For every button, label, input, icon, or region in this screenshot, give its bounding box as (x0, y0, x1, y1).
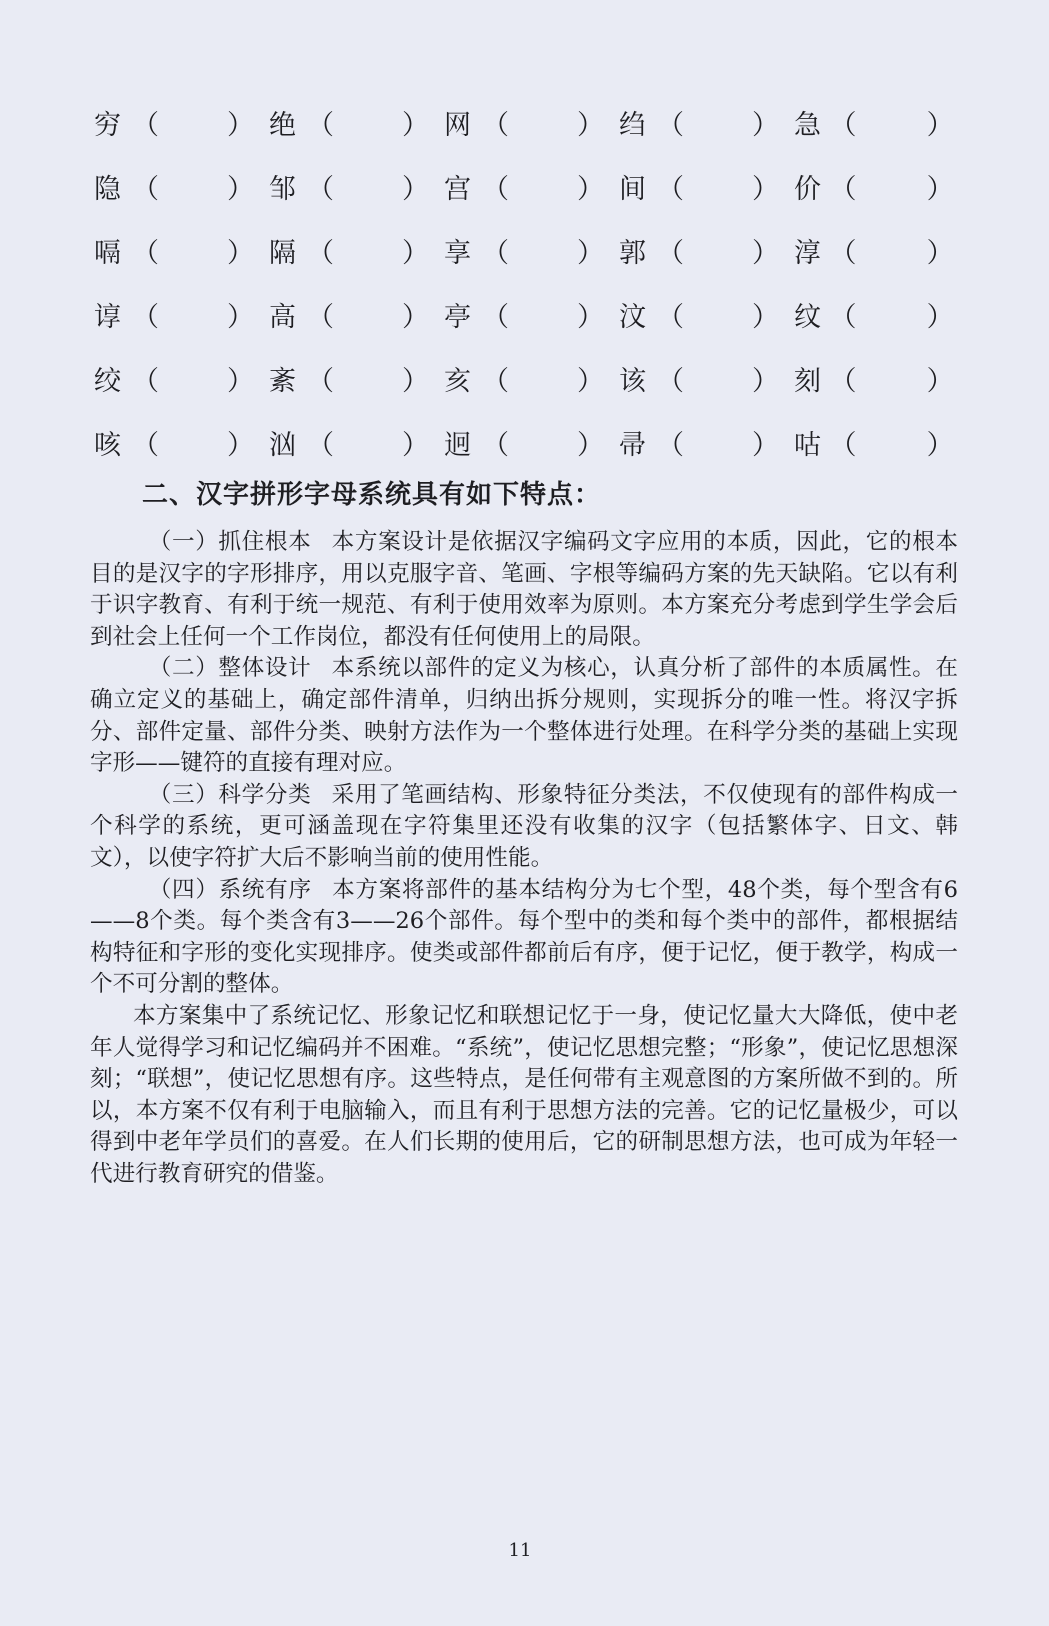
close-paren: ） (752, 301, 779, 333)
close-paren: ） (926, 173, 954, 205)
exercise-character: 刻 (794, 365, 821, 397)
exercise-character: 绉 (619, 109, 646, 141)
close-paren: ） (577, 301, 604, 333)
close-paren: ） (752, 365, 779, 397)
close-paren: ） (227, 365, 254, 397)
character-exercise-grid (94, 90, 966, 474)
exercise-character: 宫 (444, 173, 471, 205)
exercise-character: 亭 (444, 301, 471, 333)
close-paren: ） (402, 237, 429, 269)
exercise-character: 网 (444, 109, 471, 141)
open-paren: （ (482, 301, 509, 333)
exercise-character: 汶 (619, 301, 646, 333)
exercise-character: 该 (619, 365, 646, 397)
open-paren: （ (829, 173, 857, 205)
item-label: （四） (148, 876, 219, 903)
close-paren: ） (402, 109, 429, 141)
close-paren: ） (926, 429, 954, 461)
close-paren: ） (752, 237, 779, 269)
exercise-character: 谆 (94, 301, 121, 333)
open-paren: （ (482, 429, 509, 461)
open-paren: （ (307, 237, 334, 269)
exercise-character: 绞 (94, 365, 121, 397)
exercise-character: 邹 (269, 173, 296, 205)
close-paren: ） (402, 301, 429, 333)
open-paren: （ (132, 365, 159, 397)
item-text: 本方案设计是依据汉字编码文字应用的本质，因此，它的根本目的是汉字的字形排序，用以克服字音、笔画、字根等编码方案的先天缺陷。它以有利于识字教育、有利于统一规范、有利于使用效率为原则。本方案充分考虑到学生学会后到社会上任何一个工作岗位，都没有任何使用上的局限。 (90, 529, 959, 650)
exercise-cell (619, 167, 794, 206)
exercise-cell (619, 103, 794, 142)
close-paren: ） (752, 429, 779, 461)
close-paren: ） (577, 237, 604, 269)
exercise-character: 淳 (794, 237, 821, 269)
item-label: （二） (148, 655, 219, 682)
close-paren: ） (227, 237, 254, 269)
exercise-cell (269, 359, 444, 398)
close-paren: ） (926, 109, 954, 141)
exercise-cell (444, 167, 619, 206)
exercise-cell (444, 231, 619, 270)
feature-paragraph (90, 653, 958, 779)
close-paren: ） (577, 109, 604, 141)
item-title: 科学分类 (218, 781, 312, 808)
body-text (90, 527, 958, 1190)
exercise-character: 迥 (444, 429, 471, 461)
item-title: 系统有序 (218, 876, 312, 903)
open-paren: （ (482, 173, 509, 205)
exercise-cell (619, 359, 794, 398)
exercise-cell (619, 295, 794, 334)
exercise-character: 纹 (794, 301, 821, 333)
exercise-character: 汹 (269, 429, 296, 461)
open-paren: （ (657, 301, 684, 333)
open-paren: （ (307, 365, 334, 397)
exercise-cell (794, 103, 964, 142)
exercise-cell (794, 359, 964, 398)
open-paren: （ (482, 109, 509, 141)
close-paren: ） (402, 173, 429, 205)
exercise-cell (619, 423, 794, 462)
open-paren: （ (307, 109, 334, 141)
exercise-character: 高 (269, 301, 296, 333)
exercise-cell (444, 359, 619, 398)
exercise-cell (794, 295, 964, 334)
exercise-row (94, 346, 966, 410)
exercise-cell (619, 231, 794, 270)
exercise-cell (94, 295, 269, 334)
exercise-cell (444, 423, 619, 462)
item-label: （一） (148, 529, 219, 555)
close-paren: ） (577, 429, 604, 461)
exercise-row (94, 410, 966, 474)
close-paren: ） (227, 429, 254, 461)
open-paren: （ (657, 109, 684, 141)
exercise-cell (94, 359, 269, 398)
exercise-character: 亥 (444, 365, 471, 397)
exercise-cell (794, 231, 964, 270)
exercise-cell (444, 103, 619, 142)
exercise-row (94, 90, 966, 154)
exercise-cell (794, 167, 964, 206)
exercise-cell (269, 167, 444, 206)
exercise-character: 绝 (269, 109, 296, 141)
exercise-character: 紊 (269, 365, 296, 397)
exercise-row (94, 282, 966, 346)
open-paren: （ (829, 429, 857, 461)
open-paren: （ (829, 109, 857, 141)
exercise-cell (269, 423, 444, 462)
exercise-cell (94, 231, 269, 270)
item-title: 抓住根本 (218, 529, 312, 555)
exercise-cell (94, 103, 269, 142)
item-text: 本方案将部件的基本结构分为七个型，48个类，每个型含有6——8个类。每个类含有3——26个部件。每个型中的类和每个类中的部件，都根据结构特征和字形的变化实现排序。使类或部件都前后有序，便于记忆，便于教学，构成一个不可分割的整体。 (90, 876, 959, 998)
close-paren: ） (227, 173, 254, 205)
exercise-row (94, 154, 966, 218)
close-paren: ） (402, 429, 429, 461)
open-paren: （ (132, 237, 159, 269)
open-paren: （ (829, 237, 857, 269)
close-paren: ） (752, 109, 779, 141)
feature-paragraph (90, 875, 958, 1001)
open-paren: （ (132, 301, 159, 333)
item-text: 采用了笔画结构、形象特征分类法，不仅使现有的部件构成一个科学的系统，更可涵盖现在字符集里还没有收集的汉字（包括繁体字、日文、韩文），以使字符扩大后不影响当前的使用性能。 (90, 781, 959, 871)
close-paren: ） (227, 301, 254, 333)
open-paren: （ (657, 237, 684, 269)
close-paren: ） (926, 301, 954, 333)
close-paren: ） (752, 173, 779, 205)
close-paren: ） (577, 365, 604, 397)
closing-paragraph: 本方案集中了系统记忆、形象记忆和联想记忆于一身，使记忆量大大降低，使中老年人觉得学习和记忆编码并不困难。“系统”，使记忆思想完整；“形象”，使记忆思想深刻；“联想”，使记忆思想有序。这些特点，是任何带有主观意图的方案所做不到的。所以，本方案不仅有利于电脑输入，而且有利于思想方法的完善。它的记忆量极少，可以得到中老年学员们的喜爱。在人们长期的使用后，它的研制思想方法，也可成为年轻一代进行教育研究的借鉴。 (90, 1002, 958, 1187)
section-heading: 二、汉字拼形字母系统具有如下特点： (142, 480, 602, 510)
exercise-character: 咳 (94, 429, 121, 461)
exercise-character: 间 (619, 173, 646, 205)
open-paren: （ (829, 365, 857, 397)
exercise-character: 穷 (94, 109, 121, 141)
exercise-cell (94, 167, 269, 206)
open-paren: （ (307, 429, 334, 461)
exercise-cell (94, 423, 269, 462)
exercise-character: 急 (794, 109, 821, 141)
exercise-cell (269, 231, 444, 270)
exercise-character: 郭 (619, 237, 646, 269)
exercise-character: 隐 (94, 173, 121, 205)
exercise-character: 隔 (269, 237, 296, 269)
exercise-character: 价 (794, 173, 821, 205)
close-paren: ） (227, 109, 254, 141)
exercise-character: 享 (444, 237, 471, 269)
exercise-cell (269, 295, 444, 334)
exercise-character: 帚 (619, 429, 646, 461)
page-number: 11 (508, 1540, 532, 1561)
exercise-cell (444, 295, 619, 334)
feature-paragraph (90, 527, 958, 653)
exercise-cell (269, 103, 444, 142)
open-paren: （ (482, 365, 509, 397)
close-paren: ） (926, 365, 954, 397)
exercise-character: 嗝 (94, 237, 121, 269)
close-paren: ） (402, 365, 429, 397)
open-paren: （ (132, 109, 159, 141)
close-paren: ） (926, 237, 954, 269)
close-paren: ） (577, 173, 604, 205)
item-title: 整体设计 (218, 655, 312, 682)
open-paren: （ (132, 429, 159, 461)
item-label: （三） (148, 781, 219, 808)
feature-paragraph (90, 780, 958, 875)
exercise-character: 咕 (794, 429, 821, 461)
open-paren: （ (307, 173, 334, 205)
exercise-row (94, 218, 966, 282)
open-paren: （ (657, 173, 684, 205)
open-paren: （ (132, 173, 159, 205)
open-paren: （ (482, 237, 509, 269)
open-paren: （ (829, 301, 857, 333)
exercise-cell (794, 423, 964, 462)
open-paren: （ (657, 365, 684, 397)
open-paren: （ (307, 301, 334, 333)
open-paren: （ (657, 429, 684, 461)
item-text: 本系统以部件的定义为核心，认真分析了部件的本质属性。在确立定义的基础上，确定部件清单，归纳出拆分规则，实现拆分的唯一性。将汉字拆分、部件定量、部件分类、映射方法作为一个整体进行处理。在科学分类的基础上实现字形——键符的直接有理对应。 (90, 655, 959, 777)
